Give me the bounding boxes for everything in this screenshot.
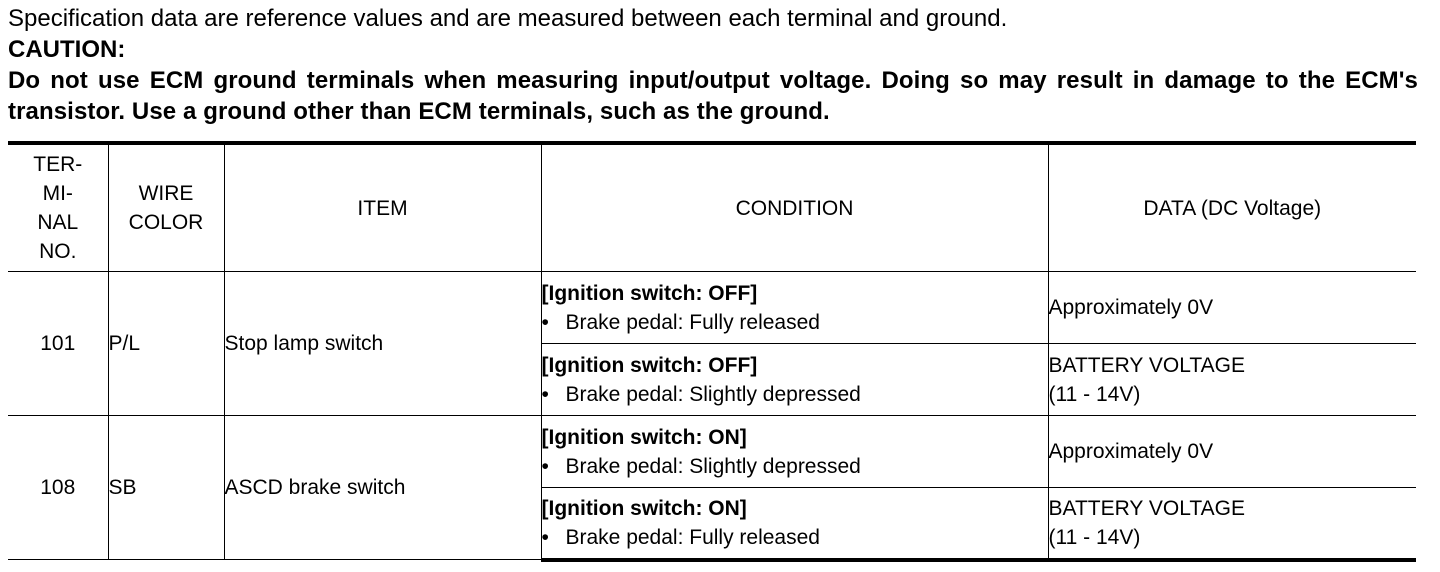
condition-bullet (542, 523, 1048, 552)
condition-cell (541, 344, 1048, 416)
header-terminal-line: MI- (42, 182, 73, 205)
caution-text: Do not use ECM ground terminals when measuring input/output voltage. Doing so may result in damage to the ECM's transistor. Use a ground other than ECM terminals, such as the ground. (8, 67, 1418, 125)
condition-bullet (542, 308, 1048, 337)
wire-color: P/L (108, 272, 224, 416)
wire-color: SB (108, 416, 224, 560)
condition-bullet-text: Brake pedal: Slightly depressed (565, 382, 861, 406)
data-value: Approximately 0V (1048, 296, 1214, 319)
terminal-number: 108 (8, 416, 108, 560)
condition-cell (541, 488, 1048, 560)
data-cell (1048, 272, 1416, 344)
header-wire-color (108, 143, 224, 272)
condition-title: [Ignition switch: OFF] (541, 353, 758, 377)
condition-title: [Ignition switch: ON] (541, 496, 747, 520)
terminal-number: 101 (8, 272, 108, 416)
condition-bullet-text: Brake pedal: Fully released (565, 310, 820, 334)
header-terminal-line: NAL (37, 211, 79, 234)
header-condition: CONDITION (541, 143, 1048, 272)
data-cell (1048, 416, 1416, 488)
condition-title: [Ignition switch: OFF] (541, 281, 758, 305)
table-header-row (8, 143, 1416, 272)
table-row (8, 416, 1416, 488)
data-cell (1048, 344, 1416, 416)
data-value: BATTERY VOLTAGE (1048, 353, 1245, 377)
data-value: Approximately 0V (1048, 440, 1214, 463)
data-value-range: (11 - 14V) (1048, 382, 1141, 406)
measurement-note: Specification data are reference values and are measured between each terminal and ground. (8, 5, 1008, 32)
condition-cell (541, 416, 1048, 488)
header-item: ITEM (224, 143, 541, 272)
header-wire-line: WIRE (138, 182, 194, 205)
condition-bullet-text: Brake pedal: Slightly depressed (565, 454, 861, 478)
bullet-symbol: • (541, 525, 549, 549)
table-row (8, 272, 1416, 344)
condition-bullet (542, 452, 1048, 481)
header-terminal-line: TER- (33, 153, 83, 176)
condition-cell (541, 272, 1048, 344)
item-name: Stop lamp switch (224, 272, 541, 416)
document-intro (8, 3, 1418, 127)
data-value-range: (11 - 14V) (1048, 525, 1141, 549)
condition-bullet (542, 380, 1048, 409)
terminal-data-table (8, 141, 1416, 562)
header-wire-line: COLOR (128, 211, 204, 234)
header-terminal-no (8, 143, 108, 272)
caution-heading: CAUTION: (8, 36, 126, 63)
condition-title: [Ignition switch: ON] (541, 425, 747, 449)
data-cell (1048, 488, 1416, 560)
item-name: ASCD brake switch (224, 416, 541, 560)
bullet-symbol: • (541, 454, 549, 478)
data-value: BATTERY VOLTAGE (1048, 496, 1245, 520)
header-data: DATA (DC Voltage) (1048, 143, 1416, 272)
header-terminal-line: NO. (39, 240, 77, 263)
bullet-symbol: • (541, 382, 549, 406)
bullet-symbol: • (541, 310, 549, 334)
condition-bullet-text: Brake pedal: Fully released (565, 525, 820, 549)
